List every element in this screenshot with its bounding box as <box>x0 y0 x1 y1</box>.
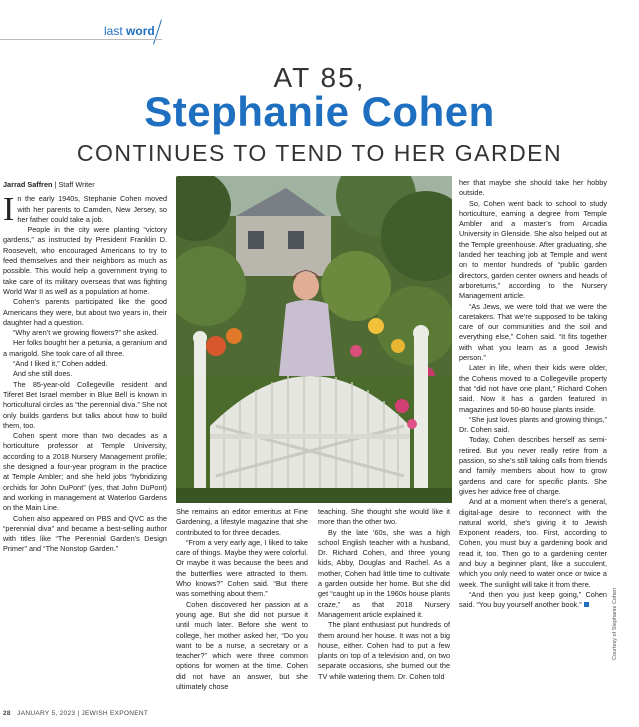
garden-photo <box>176 176 452 503</box>
paragraph: Her folks bought her a petunia, a geranium and a marigold. She took care of all three. <box>3 338 167 358</box>
photo-credit: Courtesy of Stephanie Cohen <box>612 587 618 660</box>
paragraph: And at a moment when there’s a general, digital-age desire to reconnect with the natural world, she’s giving it to Jewish Exponent readers, too. First, according to Cohen, you must buy a gardening book and read it, too. Then go to a gardening center and buy a beginner plant, like a succulent, which you only need to water once or twice a week. The sunlight will take it from there. <box>459 497 607 589</box>
byline-role: | Staff Writer <box>54 180 95 189</box>
kicker-word-word: word <box>126 24 155 38</box>
dropcap: I <box>3 191 15 229</box>
page-footer <box>3 710 148 717</box>
paragraph: Cohen spent more than two decades as a horticulture professor at Temple University, according to a 2018 Nursery Management profile; she designed a four-year program in the practice at Temple Ambler; and she held jobs “hybridizing orchids for John DuPont” (yes, that John DuPont) and working in management at Waterloo Gardens on the Main Line. <box>3 431 167 513</box>
byline <box>3 180 167 190</box>
kicker-word-last: last <box>104 24 123 38</box>
section-kicker <box>104 24 155 38</box>
paragraph: By the late ’60s, she was a high school English teacher with a husband, Dr. Richard Cohen, and three young kids, Abby, Douglas and Rachel. As a mother, Cohen had little time to cultivate a garden outside her home. But she did get “caught up in the 1960s house plants craze,” as that 2018 Nursery Management article explained it. <box>318 527 450 619</box>
headline-line-3: CONTINUES TO TEND TO HER GARDEN <box>76 140 563 166</box>
paragraph: She remains an editor emeritus at Fine Gardening, a lifestyle magazine that she contributed to for three decades. <box>176 507 308 537</box>
headline-line-1: AT 85, <box>273 62 366 93</box>
footer-separator: | <box>77 710 80 717</box>
article-column-3 <box>318 507 450 682</box>
paragraph: So, Cohen went back to school to study horticulture, earning a degree from Temple Ambler and a master’s from Arcadia University in Glenside. She also helped out at the Temple greenhouse. After graduating, she landed her teaching job at Temple and went on to mentor hundreds of “public garden directors, garden center owners and heads of arboretums,” according to the Nursery Management article. <box>459 198 607 301</box>
page-number: 28 <box>3 710 11 717</box>
end-mark <box>584 602 589 607</box>
paragraph: The 85-year-old Collegeville resident and Tiferet Bet Israel member in Blue Bell is known in horticultural circles as “the perennial diva.” She not only builds gardens but talks about how to build them, too. <box>3 379 167 430</box>
paragraph: her that maybe she should take her hobby outside. <box>459 178 607 198</box>
article-column-1 <box>3 180 167 555</box>
paragraph: “From a very early age, I liked to take care of things. Maybe they were colorful. Or maybe it was because the bees and the butterflies were attracted to them. Who knows?” Cohen said. “But there was something about them.” <box>176 537 308 599</box>
paragraph: And she still does. <box>13 369 73 379</box>
issue-date: JANUARY 5, 2023 <box>17 710 76 717</box>
paragraph: teaching. She thought she would like it more than the other two. <box>318 507 450 527</box>
paragraph: The plant enthusiast put hundreds of them around her house. It was not a big house, either. Cohen had to put a few plants on top of a television and, on two separate occasions, she burned out the TV while watering them. Dr. Cohen told <box>318 620 450 681</box>
article-column-2 <box>176 507 308 692</box>
paragraph: “Why aren’t we growing flowers?” she asked. <box>13 328 159 338</box>
paragraph: “And I liked it,” Cohen added. <box>13 359 108 369</box>
paragraph: Cohen discovered her passion at a young age. But she did not pursue it until much later. Before she went to college, her mother asked her, “Do you want to be a nurse, a secretary or a teacher?” which were three common options for women at the time. Cohen did not have an answer, but she ultimately chose <box>176 599 308 692</box>
publication-name: JEWISH EXPONENT <box>81 710 149 717</box>
paragraph: People in the city were planting “victory gardens,” as instructed by President Franklin D. Roosevelt, who encouraged Americans to try to feed themselves and their neighbors as much as possible. This would help a government trying to take care of its military overseas that was fighting World War II as well as a population at home. <box>3 225 167 296</box>
paragraph: Later in life, when their kids were older, the Cohens moved to a Collegeville property that “did not have one plant,” Richard Cohen said. Now it has a garden featured in magazines and 50-80 house plants inside. <box>459 363 607 414</box>
article-column-4 <box>459 178 607 610</box>
paragraph <box>459 590 607 611</box>
paragraph: “She just loves plants and growing things,” Dr. Cohen said. <box>459 414 607 435</box>
closing-quote: “And then you just keep going,” Cohen said. “You buy yourself another book.” <box>459 589 607 610</box>
paragraph: n the early 1940s, Stephanie Cohen moved with her parents to Camden, New Jersey, so her father could take a job. <box>17 194 167 224</box>
paragraph: Cohen’s parents participated like the good Americans they were, but about two years in, their daughter had a question. <box>3 297 167 327</box>
byline-author: Jarrad Saffren <box>3 180 53 189</box>
paragraph: Cohen also appeared on PBS and QVC as the “perennial diva” and became a best-selling author with titles like “The Perennial Garden’s Design Primer” and “The Nonstop Garden.” <box>3 513 167 554</box>
headline-name: Stephanie Cohen <box>144 88 495 135</box>
kicker-rule <box>0 39 162 40</box>
paragraph: Today, Cohen describes herself as semi-retired. But you never really retire from a passion, so she’s still taking calls from friends and family members about how to grow gardens and care for specific plants. She gives her advice free of charge. <box>459 435 607 496</box>
paragraph: “As Jews, we were told that we were the caretakers. That we’re supposed to be taking care of our communities and the soil and everything else,” Cohen said. “It fits together with what you learn as a good Jewish person.” <box>459 301 607 363</box>
